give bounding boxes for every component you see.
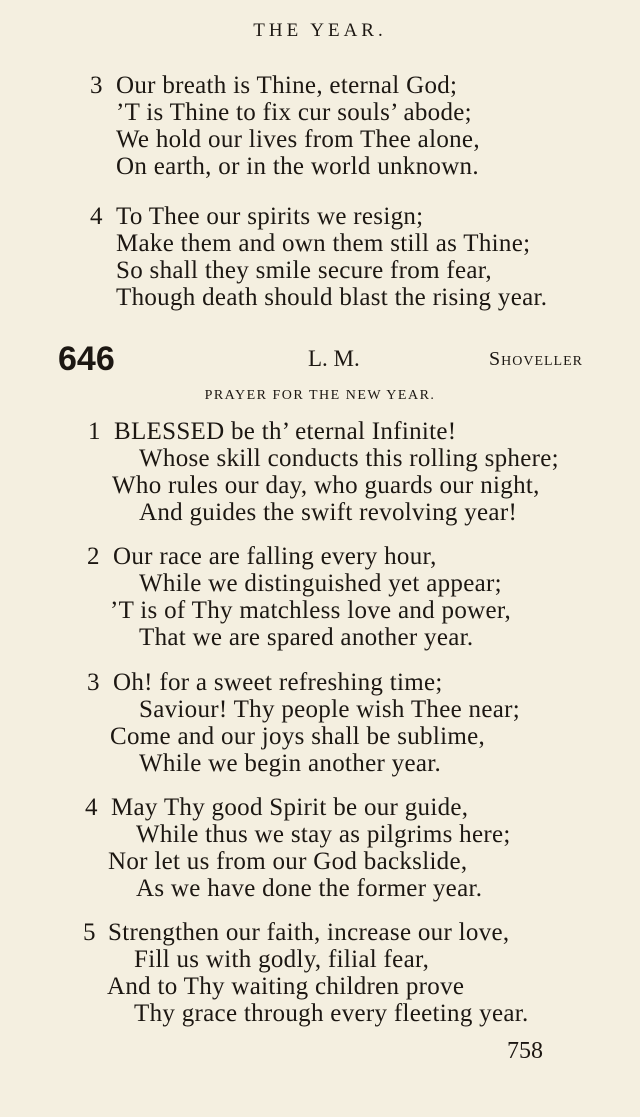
stanza-line: Though death should blast the rising year. bbox=[116, 284, 548, 311]
stanza-line: While we begin another year. bbox=[139, 750, 442, 777]
stanza-line: ’T is Thine to fix cur souls’ abode; bbox=[116, 99, 472, 126]
stanza-line: We hold our lives from Thee alone, bbox=[116, 126, 480, 153]
hymn-tune: Shoveller bbox=[489, 348, 583, 370]
stanza-line: While thus we stay as pilgrims here; bbox=[136, 821, 511, 848]
stanza-line: That we are spared another year. bbox=[139, 624, 474, 651]
stanza-line: BLESSED be th’ eternal Infinite! bbox=[114, 418, 457, 445]
stanza-line: Whose skill conducts this rolling sphere; bbox=[139, 445, 559, 472]
running-head: THE YEAR. bbox=[253, 20, 387, 41]
stanza-line: Make them and own them still as Thine; bbox=[116, 230, 531, 257]
stanza-number: 1 bbox=[88, 418, 101, 445]
stanza-number: 3 bbox=[90, 72, 103, 99]
stanza-line: To Thee our spirits we resign; bbox=[116, 203, 424, 230]
hymn-number: 646 bbox=[58, 340, 115, 378]
stanza-line: Thy grace through every fleeting year. bbox=[134, 1000, 529, 1027]
stanza-line: On earth, or in the world unknown. bbox=[116, 153, 479, 180]
stanza-number: 5 bbox=[83, 919, 96, 946]
stanza-line: Saviour! Thy people wish Thee near; bbox=[139, 696, 521, 723]
stanza-line: May Thy good Spirit be our guide, bbox=[111, 794, 469, 821]
stanza-line: And to Thy waiting children prove bbox=[107, 973, 465, 1000]
stanza-line: Fill us with godly, filial fear, bbox=[134, 946, 430, 973]
stanza-line: ’T is of Thy matchless love and power, bbox=[110, 597, 512, 624]
stanza-line: As we have done the former year. bbox=[136, 875, 483, 902]
hymn-title: PRAYER FOR THE NEW YEAR. bbox=[204, 388, 436, 403]
page-number: 758 bbox=[507, 1038, 543, 1064]
stanza-line: Our breath is Thine, eternal God; bbox=[116, 72, 458, 99]
stanza-line: Who rules our day, who guards our night, bbox=[112, 472, 540, 499]
stanza-line: So shall they smile secure from fear, bbox=[116, 257, 492, 284]
stanza-number: 4 bbox=[85, 794, 98, 821]
stanza-line: Come and our joys shall be sublime, bbox=[110, 723, 486, 750]
stanza-line: While we distinguished yet appear; bbox=[139, 570, 502, 597]
stanza-number: 2 bbox=[87, 543, 100, 570]
stanza-line: Nor let us from our God backslide, bbox=[108, 848, 468, 875]
stanza-line: Strengthen our faith, increase our love, bbox=[108, 919, 510, 946]
stanza-line: Oh! for a sweet refreshing time; bbox=[113, 669, 443, 696]
hymn-meter: L. M. bbox=[308, 346, 360, 371]
stanza-number: 3 bbox=[87, 669, 100, 696]
stanza-line: Our race are falling every hour, bbox=[113, 543, 437, 570]
stanza-line: And guides the swift revolving year! bbox=[139, 499, 518, 526]
stanza-number: 4 bbox=[90, 203, 103, 230]
